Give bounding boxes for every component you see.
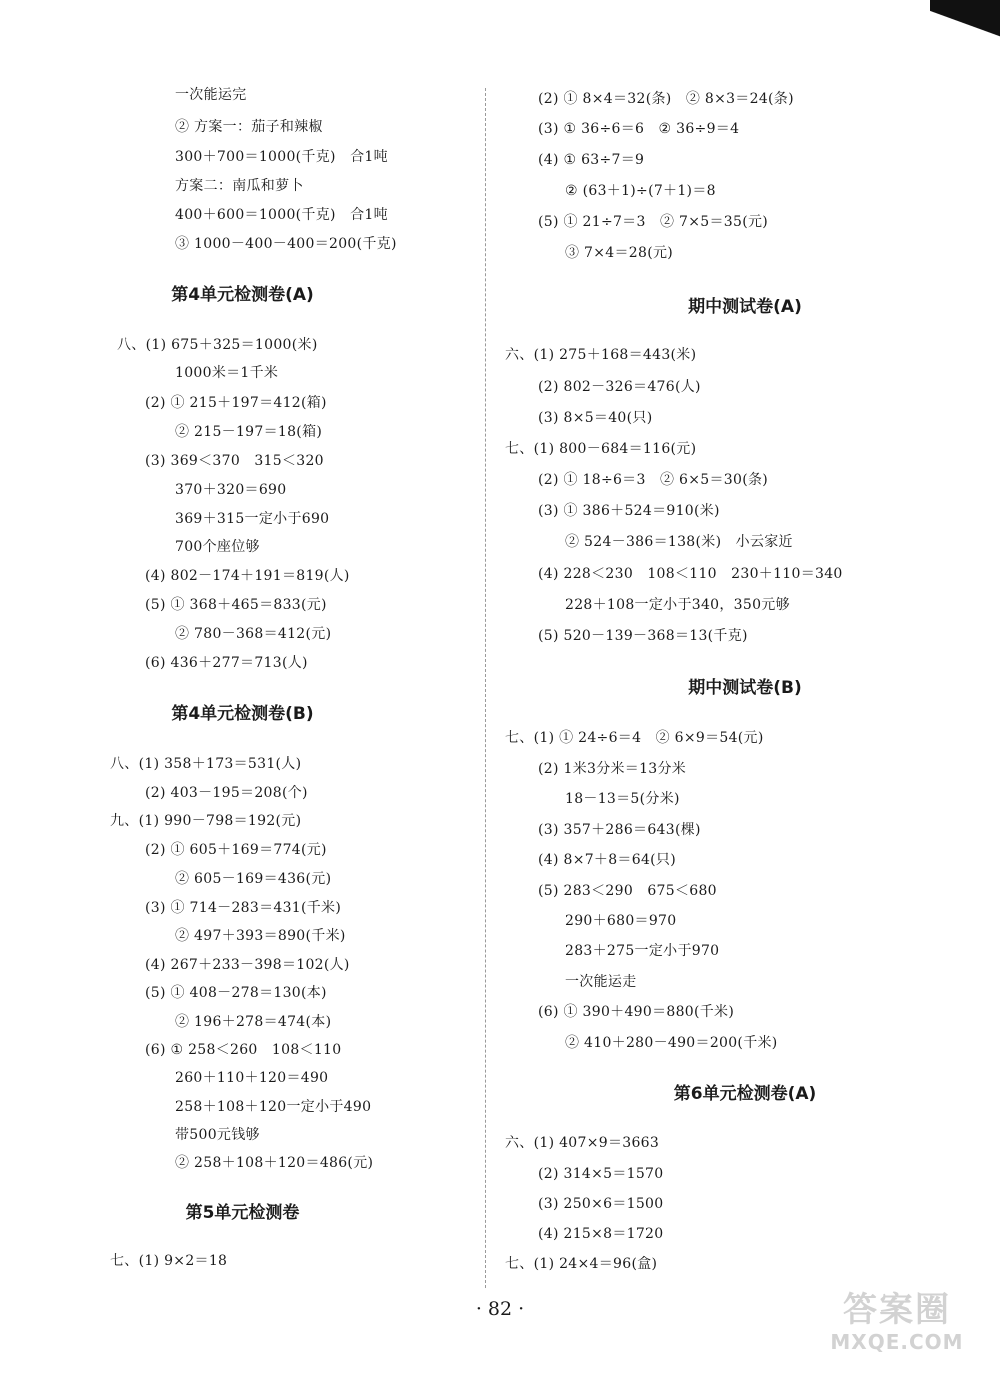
- answer-line: (4) 802－174＋191＝819(人): [145, 568, 350, 584]
- answer-line: ② 524－386＝138(米) 小云家近: [565, 534, 793, 550]
- answer-line: 七、(1) ① 24÷6＝4 ② 6×9＝54(元): [505, 730, 764, 746]
- answer-line: (3) ① 714－283＝431(千米): [145, 900, 342, 916]
- answer-line: ② 方案一：茄子和辣椒: [175, 119, 323, 135]
- watermark-title: 答案圈: [843, 1290, 951, 1330]
- answer-line: (2) 403－195＝208(个): [145, 785, 308, 801]
- answer-line: (2) ① 605＋169＝774(元): [145, 842, 327, 858]
- answer-line: (5) ① 368＋465＝833(元): [145, 597, 327, 613]
- answer-line: 七、(1) 24×4＝96(盒): [505, 1256, 658, 1272]
- answer-line: (4) ① 63÷7＝9: [538, 152, 645, 168]
- answer-line: 六、(1) 275＋168＝443(米): [505, 347, 697, 363]
- answer-line: 18－13＝5(分米): [565, 791, 680, 807]
- answer-line: 400＋600＝1000(千克) 合1吨: [175, 207, 388, 223]
- column-divider: [485, 88, 486, 1288]
- section-heading: 期中测试卷(A): [688, 297, 802, 317]
- answer-line: 370＋320＝690: [175, 482, 287, 498]
- answer-line: ② 780－368＝412(元): [175, 626, 332, 642]
- page-corner-shadow: [930, 0, 1000, 40]
- answer-line: 228＋108一定小于340，350元够: [565, 597, 790, 613]
- answer-line: 369＋315一定小于690: [175, 511, 330, 527]
- section-heading: 第4单元检测卷(A): [171, 285, 314, 305]
- answer-line: (3) 250×6＝1500: [538, 1196, 664, 1212]
- answer-line: 260＋110＋120＝490: [175, 1070, 329, 1086]
- answer-line: (5) ① 408－278＝130(本): [145, 985, 327, 1001]
- answer-line: (2) 314×5＝1570: [538, 1166, 664, 1182]
- answer-line: (2) 1米3分米＝13分米: [538, 761, 687, 777]
- answer-line: 八、(1) 675＋325＝1000(米): [117, 337, 318, 353]
- answer-line: (4) 8×7＋8＝64(只): [538, 852, 676, 868]
- answer-line: ② 196＋278＝474(本): [175, 1014, 332, 1030]
- answer-line: (5) 520－139－368＝13(千克): [538, 628, 748, 644]
- answer-line: 方案二：南瓜和萝卜: [175, 178, 304, 194]
- section-heading: 第5单元检测卷: [185, 1203, 300, 1223]
- answer-line: 283＋275一定小于970: [565, 943, 720, 959]
- answer-line: (3) 357＋286＝643(棵): [538, 822, 701, 838]
- answer-line: (3) ① 386＋524＝910(米): [538, 503, 720, 519]
- answer-line: (2) 802－326＝476(人): [538, 379, 701, 395]
- section-heading: 第6单元检测卷(A): [673, 1084, 817, 1104]
- answer-line: 七、(1) 9×2＝18: [110, 1253, 228, 1269]
- answer-line: ② 497＋393＝890(千米): [175, 928, 346, 944]
- answer-line: (4) 267＋233－398＝102(人): [145, 957, 350, 973]
- watermark-url: MXQE.COM: [830, 1330, 964, 1354]
- answer-line: 258＋108＋120一定小于490: [175, 1099, 372, 1115]
- section-heading: 第4单元检测卷(B): [171, 704, 314, 724]
- page-number: · 82 ·: [475, 1298, 525, 1320]
- answer-line: ② 258＋108＋120＝486(元): [175, 1155, 374, 1171]
- answer-line: (4) 215×8＝1720: [538, 1226, 664, 1242]
- answer-line: 300＋700＝1000(千克) 合1吨: [175, 149, 388, 165]
- answer-line: 七、(1) 800－684＝116(元): [505, 441, 697, 457]
- answer-line: ③ 1000－400－400＝200(千克): [175, 236, 397, 252]
- answer-line: (2) ① 8×4＝32(条) ② 8×3＝24(条): [538, 91, 794, 107]
- answer-line: (3) 8×5＝40(只): [538, 410, 653, 426]
- answer-line: (5) ① 21÷7＝3 ② 7×5＝35(元): [538, 214, 769, 230]
- answer-line: 700个座位够: [175, 539, 260, 555]
- answer-line: (2) ① 18÷6＝3 ② 6×5＝30(条): [538, 472, 769, 488]
- answer-line: 六、(1) 407×9＝3663: [505, 1135, 660, 1151]
- answer-line: (2) ① 215＋197＝412(箱): [145, 395, 327, 411]
- answer-line: 一次能运完: [175, 87, 247, 103]
- answer-line: 九、(1) 990－798＝192(元): [110, 813, 302, 829]
- answer-line: 八、(1) 358＋173＝531(人): [110, 756, 302, 772]
- answer-line: 1000米＝1千米: [175, 365, 279, 381]
- answer-line: ③ 7×4＝28(元): [565, 245, 674, 261]
- answer-line: (6) 436＋277＝713(人): [145, 655, 308, 671]
- answer-line: 一次能运走: [565, 974, 637, 990]
- answer-line: 带500元钱够: [175, 1127, 260, 1143]
- answer-line: (6) ① 258＜260 108＜110: [145, 1042, 342, 1058]
- answer-line: (3) ① 36÷6＝6 ② 36÷9＝4: [538, 121, 740, 137]
- answer-line: ② (63＋1)÷(7＋1)＝8: [565, 183, 716, 199]
- answer-line: (4) 228＜230 108＜110 230＋110＝340: [538, 566, 843, 582]
- answer-line: (6) ① 390＋490＝880(千米): [538, 1004, 735, 1020]
- answer-line: 290＋680＝970: [565, 913, 677, 929]
- section-heading: 期中测试卷(B): [688, 678, 802, 698]
- answer-line: (5) 283＜290 675＜680: [538, 883, 717, 899]
- watermark-logo: [812, 1290, 982, 1362]
- answer-line: ② 410＋280－490＝200(千米): [565, 1035, 778, 1051]
- answer-line: ② 605－169＝436(元): [175, 871, 332, 887]
- answer-line: ② 215－197＝18(箱): [175, 424, 323, 440]
- answer-line: (3) 369＜370 315＜320: [145, 453, 324, 469]
